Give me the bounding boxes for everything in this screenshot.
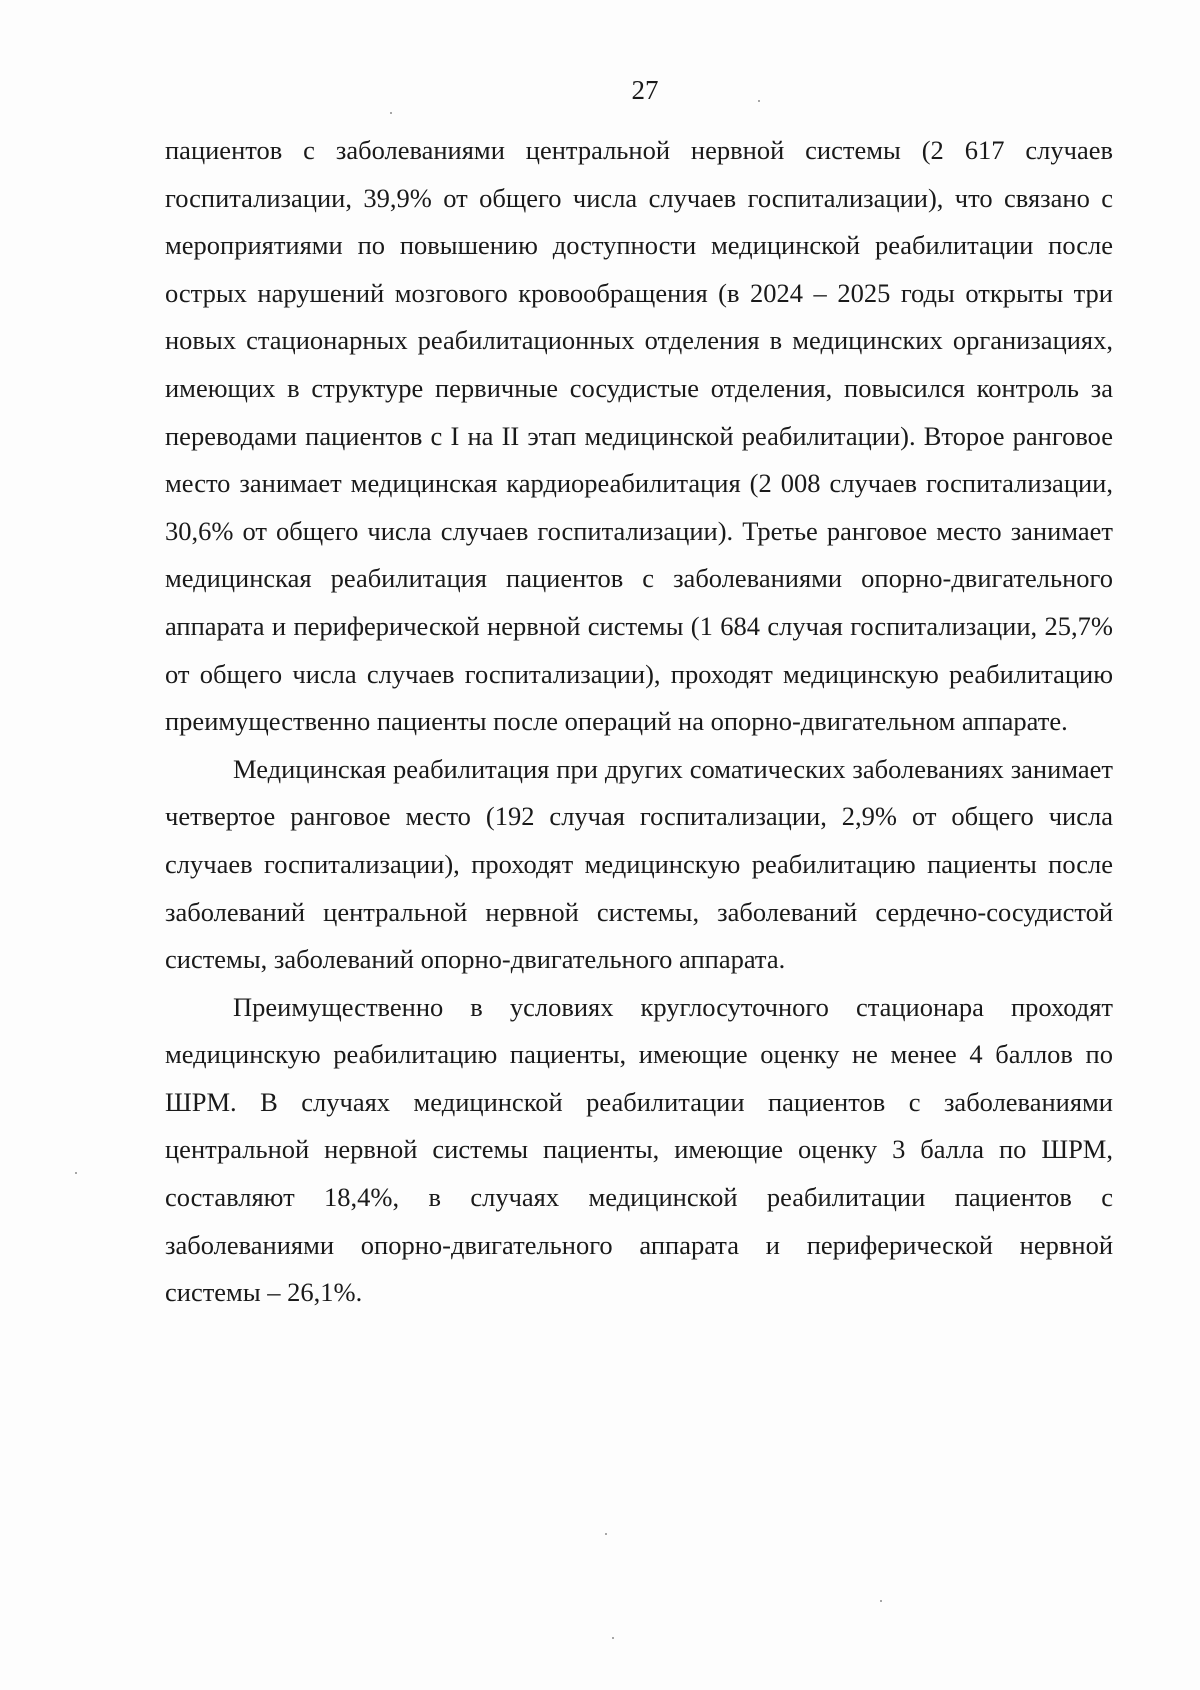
- scan-speck: [75, 1172, 77, 1174]
- scan-speck: [758, 100, 760, 102]
- scan-speck: [880, 1600, 882, 1602]
- scan-speck: [605, 1533, 607, 1535]
- scan-speck: [612, 1637, 614, 1639]
- scan-speck: [390, 112, 392, 114]
- page-number: 27: [631, 75, 659, 105]
- paragraph-shrm-assessment: Преимущественно в условиях круглосуточного стационара проходят медицинскую реабилитацию пациенты, имеющие оценку не менее 4 баллов по ШРМ. В случаях медицинской реабилитации пациентов с заболеваниями центральной нервной системы пациенты, имеющие оценку 3 балла по ШРМ, составляют 18,4%, в случаях медицинской реабилитации пациентов с заболеваниями опорно-двигательного аппарата и периферической нервной системы – 26,1%.: [165, 991, 1113, 1308]
- paragraph-somatic-rehabilitation: Медицинская реабилитация при других соматических заболеваниях занимает четвертое ранговое место (192 случая госпитализации, 2,9% от общего числа случаев госпитализации), проходят медицинскую реабилитацию пациенты после заболеваний центральной нервной системы, заболеваний сердечно-сосудистой системы, заболеваний опорно-двигательного аппарата.: [165, 753, 1113, 975]
- paragraph-continuation: пациентов с заболеваниями центральной нервной системы (2 617 случаев госпитализации, 39,9% от общего числа случаев госпитализации), что связано с мероприятиями по повышению доступности медицинской реабилитации после острых нарушений мозгового кровообращения (в 2024 – 2025 годы открыты три новых стационарных реабилитационных отделения в медицинских организациях, имеющих в структуре первичные сосудистые отделения, повысился контроль за переводами пациентов с I на II этап медицинской реабилитации). Второе ранговое место занимает медицинская кардиореабилитация (2 008 случаев госпитализации, 30,6% от общего числа случаев госпитализации). Третье ранговое место занимает медицинская реабилитация пациентов с заболеваниями опорно-двигательного аппарата и периферической нервной системы (1 684 случая госпитализации, 25,7% от общего числа случаев госпитализации), проходят медицинскую реабилитацию преимущественно пациенты после операций на опорно-двигательном аппарате.: [165, 135, 1113, 737]
- body-text: [165, 127, 1113, 1317]
